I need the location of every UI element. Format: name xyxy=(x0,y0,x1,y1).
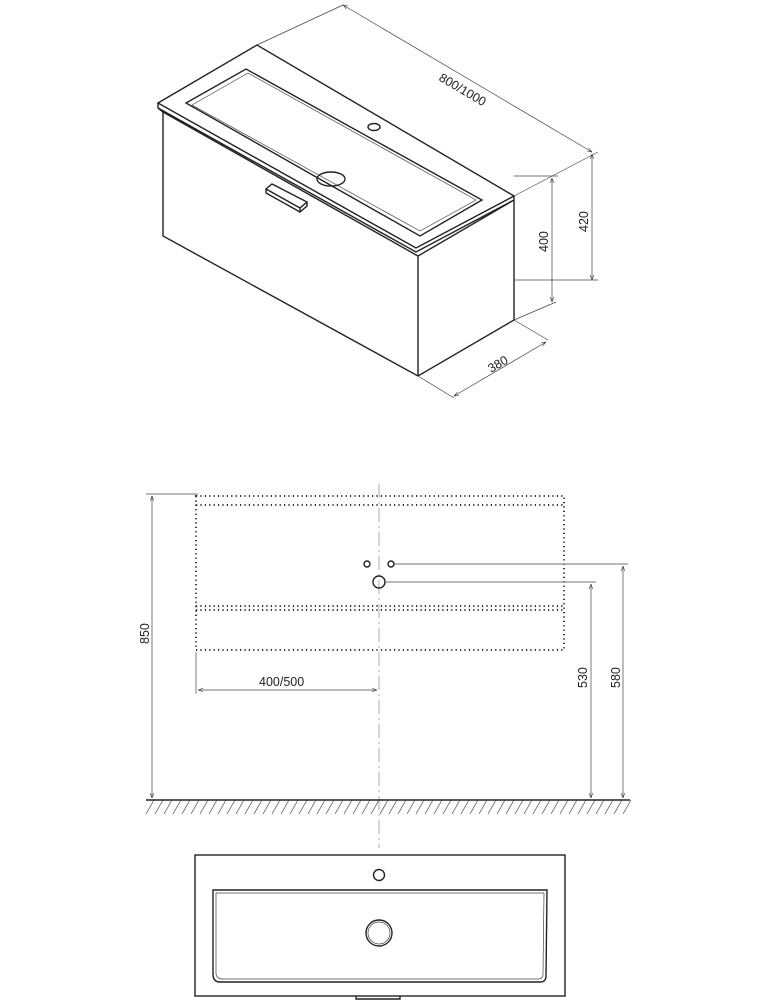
floor-hatch-line xyxy=(218,800,226,814)
floor-hatch-line xyxy=(326,800,334,814)
floor-hatch-line xyxy=(209,800,217,814)
floor-hatch-line xyxy=(623,800,631,814)
floor-hatch-line xyxy=(605,800,613,814)
cabinet-front-top-edge xyxy=(163,112,418,256)
dim-tap-height-label: 580 xyxy=(609,667,623,688)
floor-hatch-line xyxy=(497,800,505,814)
floor-hatch-line xyxy=(569,800,577,814)
floor-hatch-line xyxy=(461,800,469,814)
floor-hatch-line xyxy=(164,800,172,814)
floor-hatch-line xyxy=(191,800,199,814)
dim-half-width-label: 400/500 xyxy=(259,675,305,689)
floor-hatch-line xyxy=(479,800,487,814)
floor-hatch-line xyxy=(407,800,415,814)
floor-hatch-line xyxy=(443,800,451,814)
dim-total-height-label: 420 xyxy=(577,211,591,232)
floor-hatch-line xyxy=(245,800,253,814)
dim-width-label: 800/1000 xyxy=(436,70,489,110)
floor-hatch-line xyxy=(335,800,343,814)
dim-drain-height-label: 530 xyxy=(576,667,590,688)
tap-hole-left xyxy=(364,561,370,567)
floor-hatch-line xyxy=(272,800,280,814)
dim-depth-label: 380 xyxy=(485,353,511,376)
floor-hatch-line xyxy=(200,800,208,814)
floor-hatch-line xyxy=(173,800,181,814)
floor-hatch-line xyxy=(182,800,190,814)
dim-cabinet-height-label: 400 xyxy=(537,231,551,252)
dim-total-height-label: 850 xyxy=(138,623,152,644)
floor-hatch-line xyxy=(470,800,478,814)
floor-hatch-line xyxy=(362,800,370,814)
tap-hole-right xyxy=(388,561,394,567)
basin-top-outline xyxy=(158,45,514,248)
floor-hatch-line xyxy=(281,800,289,814)
floor-hatch-line xyxy=(290,800,298,814)
floor-hatch-line xyxy=(533,800,541,814)
tap-hole xyxy=(374,870,385,881)
floor-hatch-line xyxy=(299,800,307,814)
floor-hatch-line xyxy=(614,800,622,814)
floor-hatch-line xyxy=(578,800,586,814)
floor-hatch-line xyxy=(425,800,433,814)
floor-hatch-line xyxy=(344,800,352,814)
isometric-view xyxy=(158,5,598,398)
drain-hole xyxy=(317,172,345,186)
dim-line-width xyxy=(343,5,592,152)
floor-hatch-line xyxy=(317,800,325,814)
floor-hatch-line xyxy=(380,800,388,814)
cabinet-outline-dotted xyxy=(196,496,564,650)
floor-hatch-line xyxy=(353,800,361,814)
floor-hatch-line xyxy=(515,800,523,814)
top-view xyxy=(195,855,565,999)
floor-hatch-line xyxy=(263,800,271,814)
floor-hatch-line xyxy=(308,800,316,814)
floor-hatch-line xyxy=(596,800,604,814)
floor-hatch-line xyxy=(371,800,379,814)
floor-hatch-line xyxy=(587,800,595,814)
basin-bowl-inner xyxy=(216,893,544,979)
floor-hatch-line xyxy=(488,800,496,814)
front-elevation xyxy=(138,484,631,848)
cabinet-outline xyxy=(158,103,514,376)
floor-hatch-line xyxy=(389,800,397,814)
floor-hatch-line xyxy=(398,800,406,814)
floor-hatch xyxy=(146,800,631,814)
floor-hatch-line xyxy=(542,800,550,814)
floor-hatch-line xyxy=(227,800,235,814)
basin-bowl-outline xyxy=(213,890,547,982)
floor-hatch-line xyxy=(551,800,559,814)
floor-hatch-line xyxy=(254,800,262,814)
basin-bowl-rim xyxy=(186,69,482,236)
floor-hatch-line xyxy=(452,800,460,814)
drain-hole-outer xyxy=(366,920,392,946)
floor-hatch-line xyxy=(524,800,532,814)
floor-hatch-line xyxy=(146,800,154,814)
floor-hatch-line xyxy=(155,800,163,814)
drain-hole-inner xyxy=(368,922,390,944)
floor-hatch-line xyxy=(506,800,514,814)
basin-outer-outline xyxy=(195,855,565,996)
floor-hatch-line xyxy=(416,800,424,814)
floor-hatch-line xyxy=(560,800,568,814)
floor-hatch-line xyxy=(236,800,244,814)
floor-hatch-line xyxy=(434,800,442,814)
tap-hole xyxy=(368,124,380,131)
